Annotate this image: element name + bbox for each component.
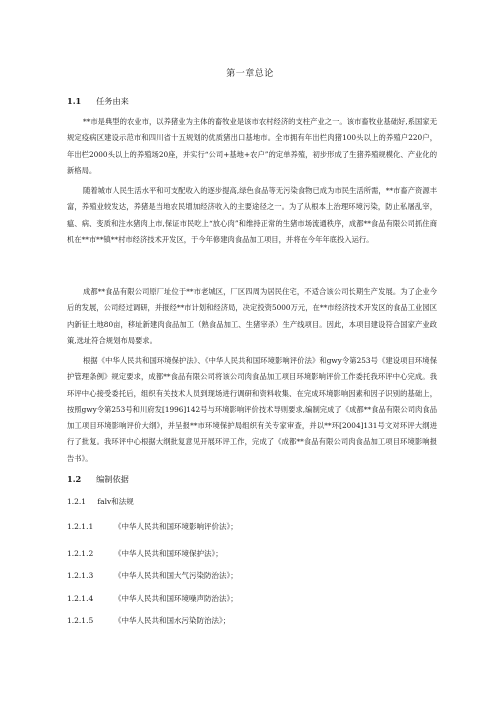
list-item-number: 1.2.1.3 <box>67 571 94 580</box>
subsection-number: 1.2.1 <box>67 497 87 506</box>
section-number: 1.1 <box>67 96 82 106</box>
section-number: 1.2 <box>67 474 82 484</box>
section-title: 编制依据 <box>96 474 129 484</box>
list-item-number: 1.2.1.1 <box>67 522 94 531</box>
paragraph-4: 根据《中华人民共和国环境保护法》、《中华人民共和国环境影响评价法》和gwy令第253号《建设项目环境保护管理条例》规定要求，成都**食品有限公司将该公司肉食品加工项目环境影响评价工作委托我环评中心完成。我环评中心接受委托后，组织有关技术人员到现场进行调研和资料收集、在完成环境影响因素和因子识别的基础上，按照gwy令第253号和川府发[1996]142号与环境影响评价技术导则要求,编制完成了《成都**食品有限公司肉食品加工项目环境影响评价大纲》，并呈报**市环境保护局组织有关专家审查，并以**环[2004]131号文对环评大纲进行了批复。我环评中心根据大纲批复意见开展环评工作，完成了《成都**食品有限公司肉食品加工项目环境影响报告书》。 <box>67 356 437 463</box>
list-item-number: 1.2.1.2 <box>67 549 94 558</box>
section-heading-1-1 <box>67 96 129 107</box>
paragraph-2: 随着城市人民生活水平和可支配收入的逐步提高,绿色食品等无污染食物已成为市民生活所需，**市畜产资源丰富，养殖业较发达，养猪是当地农民增加经济收入的主要途径之一。为了从根本上治理环境污染，防止私屠乱宰，瘟、病、变质和注水猪肉上市,保证市民吃上“放心肉”和维持正常的生猪市场流通秩序，成都**食品有限公司抓住商机在**市**镇**村市经济技术开发区，于今年修建肉食品加工项目，并将在今年年底投入运行。 <box>67 186 437 244</box>
list-item-text: 《中华人民共和国环境保护法》； <box>114 549 223 558</box>
section-heading-1-2 <box>67 474 129 485</box>
list-item <box>67 570 238 581</box>
list-item-text: 《中华人民共和国大气污染防治法》； <box>114 571 238 580</box>
chapter-title: 第一章总论 <box>226 69 274 79</box>
list-item-text: 《中华人民共和国环境影响评价法》； <box>114 522 238 531</box>
list-item-number: 1.2.1.5 <box>67 616 94 625</box>
list-item-number: 1.2.1.4 <box>67 594 94 603</box>
subsection-title: falv和法规 <box>97 497 134 506</box>
list-item <box>67 521 238 532</box>
section-title: 任务由来 <box>96 96 129 106</box>
list-item-text: 《中华人民共和国环境噪声防治法》； <box>114 594 238 603</box>
list-item <box>67 548 223 559</box>
list-item <box>67 615 230 626</box>
paragraph-1: **市是典型的农业市，以养猪业为主体的畜牧业是该市农村经济的支柱产业之一。该市畜牧业基础好,系国家无规定疫病区建设示范市和四川省十五规划的优质猪出口基地市。全市拥有年出栏肉猪100头以上的养殖户220户，年出栏2000头以上的养殖场20座，并实行“公司+基地+农户”的定单养殖，初步形成了生猪养殖规模化、产业化的新格局。 <box>67 117 437 175</box>
paragraph-3: 成都**食品有限公司原厂址位于**市老城区，厂区四周为居民住宅，不适合该公司长期生产发展。为了企业今后的发展，公司经过调研，并报经**市计划和经济局，决定投资5000万元，在**市经济技术开发区的食品工业园区内新征土地80亩，移址新建肉食品加工（熟食品加工、生猪宰杀）生产线项目。因此，本项目建设符合国家产业政策,选址符合规划布局要求。 <box>67 287 437 345</box>
list-item-text: 《中华人民共和国水污染防治法》； <box>114 616 231 625</box>
subsection-heading-1-2-1 <box>67 496 134 507</box>
list-item <box>67 593 238 604</box>
